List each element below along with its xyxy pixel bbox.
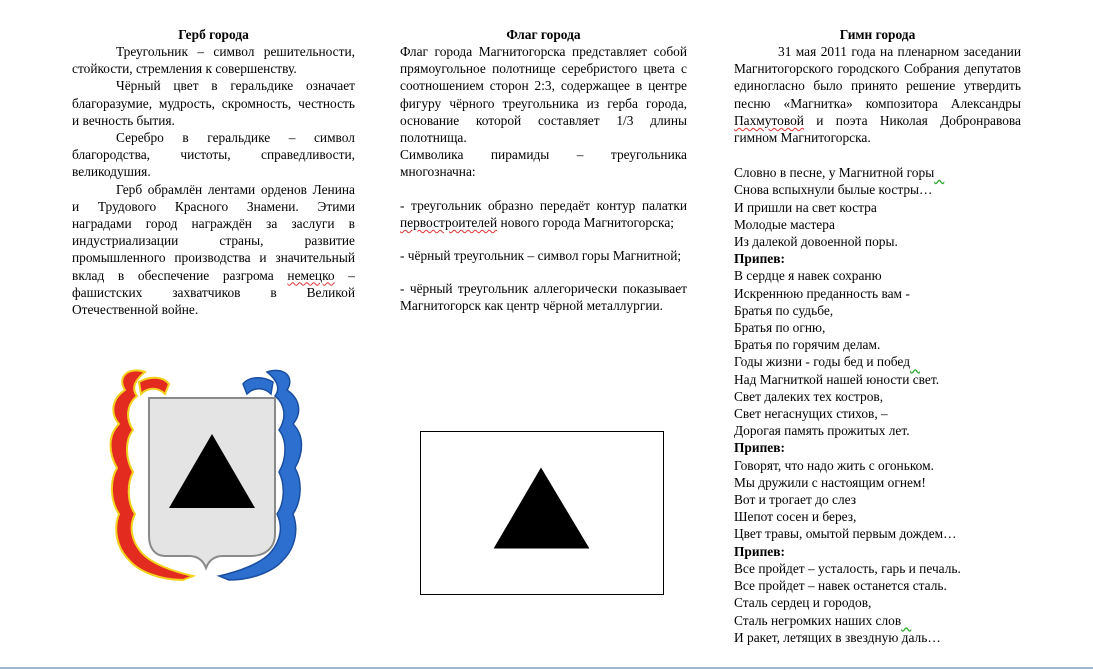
lyric-line: Все пройдет – навек останется сталь. <box>734 578 947 594</box>
flag-triangle <box>494 468 590 549</box>
lyric-line: Говорят, что надо жить с огоньком. <box>734 457 934 473</box>
flag-bullet-3: - чёрный треугольник аллегорически показывает Магнитогорск как центр чёрной металлургии. <box>400 281 687 314</box>
lyric-line: Братья по судьбе, <box>734 302 834 318</box>
flag-b1-a: - треугольник образно передаёт контур палатки <box>400 197 687 213</box>
lyric-line: Шепот сосен и берез, <box>734 509 857 525</box>
coat-title: Герб города <box>178 27 249 42</box>
lyric-line: Словно в песне, у Магнитной горы ... <box>734 164 1021 181</box>
chorus-label: Припев: <box>734 543 785 559</box>
lyric-line: Из далекой довоенной поры. <box>734 234 898 250</box>
lyric-line: Вот и трогает до слез <box>734 492 857 508</box>
lyric-line: Сталь сердец и городов, <box>734 595 872 611</box>
coat-paragraph-4 <box>72 181 355 319</box>
chorus-label: Припев: <box>734 440 785 456</box>
lyric-line: И пришли на свет костра <box>734 199 877 215</box>
lyric-line: Дорогая память прожитых лет. <box>734 423 910 439</box>
lyric-line: Годы жизни - годы бед и побед ... <box>734 353 1021 370</box>
flag-image <box>420 431 664 595</box>
lyric-line: Братья по горячим делам. <box>734 337 881 353</box>
lyric-line: Братья по огню, <box>734 320 826 336</box>
coat-section <box>72 26 355 318</box>
flag-b1-c: нового города Магнитогорска; <box>500 214 674 230</box>
anthem-section <box>734 26 1021 646</box>
lyric-line: Все пройдет – усталость, гарь и печаль. <box>734 560 961 576</box>
anthem-intro-a: 31 мая 2011 года на пленарном заседании Магнитогорского городского Собрания депутатов единогласно было принято решение утвердить песню «Магнитка» композитора Александры <box>734 44 1021 111</box>
coat-of-arms-image <box>105 364 307 586</box>
anthem-intro <box>734 43 1021 146</box>
page-bottom-border <box>0 667 1093 669</box>
lyric-line: Искреннюю преданность вам - <box>734 285 910 301</box>
flag-intro: Флаг города Магнитогорска представляет собой прямоугольное полотнище серебристого цвета с соотношением сторон 2:3, содержащее в центре фигуру чёрного треугольника из герба города, основание которой составляет 1/3 длины полотнища. <box>400 44 687 146</box>
lyric-line: Сталь негромких наших слов ... <box>734 612 1021 629</box>
anthem-title: Гимн города <box>839 27 916 42</box>
lyric-line: Свет далеких тех костров, <box>734 388 884 404</box>
lyric-line: Над Магниткой нашей юности свет. <box>734 371 940 387</box>
chorus-label: Припев: <box>734 251 785 267</box>
lyric-line: Молодые мастера <box>734 216 835 232</box>
coat-paragraph-3: Серебро в геральдике – символ благородства, чистоты, справедливости, великодушия. <box>72 130 355 180</box>
flag-symbolism: Символика пирамиды – треугольника многозначна: <box>400 147 687 180</box>
coat-p4-a: Герб обрамлён лентами орденов Ленина и Трудового Красного Знамени. Этими наградами город награждён за заслуги в индустриализации страны, развитие промышленного производства и значительный вклад в обеспечение разгрома <box>72 181 355 283</box>
flag-section <box>400 26 687 315</box>
coat-p4-c: – фашистских захватчиков в Великой Отечественной войне. <box>72 267 355 318</box>
lyric-line: В сердце я навек сохраню <box>734 268 882 284</box>
flag-b1-b: первостроителей <box>400 214 498 230</box>
flag-title: Флаг города <box>506 27 581 42</box>
lyric-line: Мы дружили с настоящим огнем! <box>734 474 926 490</box>
lyric-line: Снова вспыхнули былые костры… <box>734 182 933 198</box>
coat-p4-b: немецко <box>287 267 335 283</box>
anthem-lyrics <box>734 164 1021 646</box>
anthem-intro-b: Пахмутовой <box>734 112 804 128</box>
coat-paragraph-2: Чёрный цвет в геральдике означает благоразумие, мудрость, скромность, честность и вечность бытия. <box>72 78 355 128</box>
lyric-line: И ракет, летящих в звездную даль… <box>734 629 941 645</box>
flag-bullet-1 <box>400 197 687 231</box>
flag-bullet-2: - чёрный треугольник – символ горы Магнитной; <box>400 248 682 264</box>
coat-paragraph-1: Треугольник – символ решительности, стойкости, стремления к совершенству. <box>72 44 355 77</box>
lyric-line: Цвет травы, омытой первым дождем… <box>734 526 957 542</box>
lyric-line: Свет негаснущих стихов, – <box>734 406 888 422</box>
anthem-intro-c: и поэта Николая Добронравова гимном Магнитогорска. <box>734 112 1021 146</box>
